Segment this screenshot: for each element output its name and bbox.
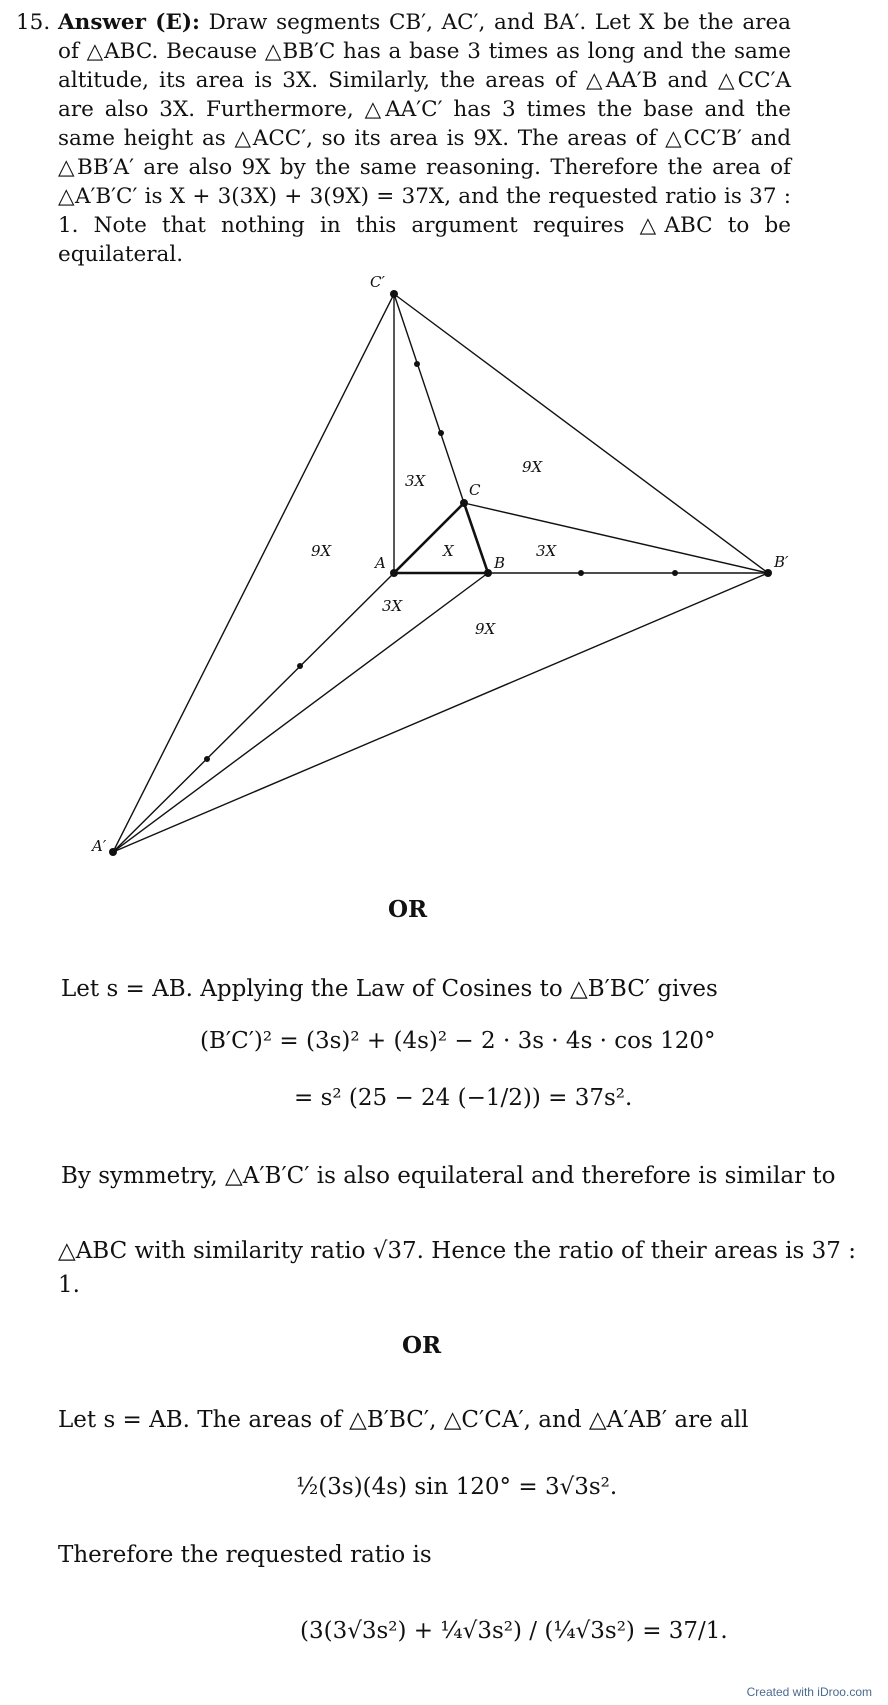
region-3X-top: 3X xyxy=(405,472,426,490)
inner-triangle xyxy=(394,503,488,573)
label-A: A xyxy=(375,554,386,572)
or-separator-2: OR xyxy=(402,1332,442,1359)
region-9X-left: 9X xyxy=(311,542,332,560)
answer-label: Answer (E): xyxy=(58,10,200,35)
method3-therefore: Therefore the requested ratio is xyxy=(58,1542,432,1568)
label-B: B xyxy=(494,554,506,572)
method2-similarity: △ABC with similarity ratio √37. Hence the ratio of their areas is 37 : 1. xyxy=(58,1238,856,1298)
region-X: X xyxy=(443,542,454,560)
region-3X-bottom: 3X xyxy=(382,597,403,615)
geometry-figure xyxy=(0,265,888,865)
label-C: C xyxy=(469,481,481,499)
problem-number: 15. xyxy=(16,10,51,35)
method2-eq1: (B′C′)² = (3s)² + (4s)² − 2 · 3s · 4s · cos 120° xyxy=(200,1028,716,1054)
label-Ap: A′ xyxy=(92,837,107,855)
method3-eq: ½(3s)(4s) sin 120° = 3√3s². xyxy=(296,1474,618,1500)
method3-intro: Let s = AB. The areas of △B′BC′, △C′CA′, and △A′AB′ are all xyxy=(58,1407,749,1433)
method3-final: (3(3√3s²) + ¼√3s²) / (¼√3s²) = 37/1. xyxy=(300,1618,728,1644)
problem-text xyxy=(58,8,791,269)
paragraph-text: Draw segments CB′, AC′, and BA′. Let X be the area of △ABC. Because △BB′C has a base 3 times as long and the same altitude, its area is 3X. Similarly, the areas of △AA′B and △CC′A are also 3X. Furthermore, △AA′C′ has 3 times the base and the same height as △ACC′, so its area is 9X. The areas of △CC′B′ and △BB′A′ are also 9X by the same reasoning. Therefore the area of △A′B′C′ is X + 3(3X) + 3(9X) = 37X, and the requested ratio is 37 : 1. Note that nothing in this argument requires △ABC to be equilateral. xyxy=(58,10,791,267)
label-Cp: C′ xyxy=(370,273,385,291)
or-separator-1: OR xyxy=(388,896,428,923)
problem-paragraph xyxy=(16,8,791,269)
method2-symmetry: By symmetry, △A′B′C′ is also equilateral and therefore is similar to xyxy=(61,1163,836,1189)
method2-intro: Let s = AB. Applying the Law of Cosines to △B′BC′ gives xyxy=(61,976,718,1002)
region-9X-top: 9X xyxy=(522,458,543,476)
method2-eq2: = s² (25 − 24 (−1/2)) = 37s². xyxy=(294,1085,633,1111)
region-3X-right: 3X xyxy=(536,542,557,560)
region-9X-bottom: 9X xyxy=(475,620,496,638)
credit-watermark: Created with iDroo.com xyxy=(746,1685,872,1699)
label-Bp: B′ xyxy=(774,553,789,571)
